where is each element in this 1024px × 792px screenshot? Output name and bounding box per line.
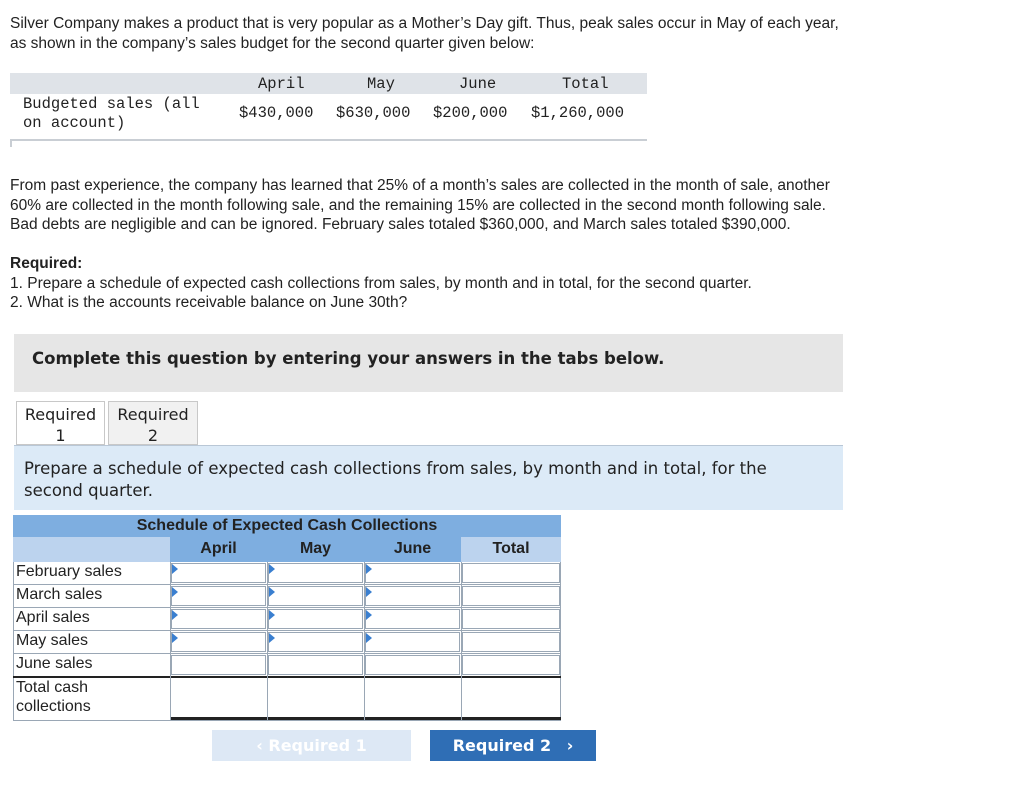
required-section (10, 254, 752, 313)
required-item-2: 2. What is the accounts receivable balance on June 30th? (10, 294, 408, 311)
instruction-text: Complete this question by entering your answers in the tabs below. (32, 349, 665, 368)
intro-paragraph (10, 14, 839, 53)
input-june-june[interactable] (365, 655, 460, 675)
budget-row-label-line1: Budgeted sales (all (23, 95, 200, 113)
row-label-february: February sales (16, 563, 122, 580)
next-button-label: Required 2 (452, 736, 552, 755)
sales-budget-table (10, 73, 647, 149)
schedule-title: Schedule of Expected Cash Collections (136, 517, 438, 534)
budget-left-tick (10, 139, 12, 147)
tab-instruction-panel (14, 446, 843, 510)
input-total-may[interactable] (268, 679, 363, 716)
input-marker-icon (172, 564, 178, 574)
input-marker-icon (269, 633, 275, 643)
input-total-total[interactable] (462, 679, 560, 716)
total-row-top-rule (13, 676, 561, 678)
instruction-banner (14, 334, 843, 392)
input-april-june[interactable] (365, 609, 460, 629)
row-label-total-line2: collections (16, 698, 91, 715)
input-marker-icon (366, 633, 372, 643)
tab-required-1-line1: Required (24, 405, 97, 424)
input-marker-icon (366, 610, 372, 620)
row-label-april: April sales (16, 609, 90, 626)
input-may-total[interactable] (462, 632, 560, 652)
input-february-june[interactable] (365, 563, 460, 583)
tab-required-2[interactable] (108, 401, 198, 445)
prev-button-label: Required 1 (268, 736, 367, 755)
input-june-may[interactable] (268, 655, 363, 675)
total-row-double-rule (170, 717, 561, 720)
row-label-may: May sales (16, 632, 89, 649)
row-divider (13, 653, 561, 654)
input-march-april[interactable] (171, 586, 266, 606)
row-divider (13, 630, 561, 631)
schedule-header-may: May (299, 540, 332, 557)
experience-line-3: Bad debts are negligible and can be ignored. February sales totaled $360,000, and March sales totaled $390,000. (10, 216, 791, 233)
budget-value-june: $200,000 (433, 104, 508, 122)
input-june-total[interactable] (462, 655, 560, 675)
schedule-header-april: April (200, 540, 237, 557)
input-marker-icon (269, 610, 275, 620)
budget-header-june: June (459, 75, 497, 93)
input-may-june[interactable] (365, 632, 460, 652)
chevron-left-icon: ‹ (256, 736, 263, 755)
input-marker-icon (366, 587, 372, 597)
schedule-header-june: June (393, 540, 432, 557)
experience-line-1: From past experience, the company has learned that 25% of a month’s sales are collected in the month of sale, another (10, 177, 830, 194)
budget-header-april: April (258, 75, 305, 93)
tab-required-1-line2: 1 (55, 426, 66, 445)
tab-instruction-text: Prepare a schedule of expected cash collections from sales, by month and in total, for the second quarter. (24, 459, 767, 500)
input-june-april[interactable] (171, 655, 266, 675)
tab-required-1[interactable] (16, 401, 105, 445)
input-marker-icon (366, 564, 372, 574)
input-marker-icon (172, 610, 178, 620)
next-required-2-button[interactable] (430, 730, 596, 761)
input-total-june[interactable] (365, 679, 460, 716)
budget-bottom-rule (10, 139, 647, 141)
schedule-header-blank (13, 537, 170, 562)
required-heading: Required: (10, 255, 83, 272)
input-february-total[interactable] (462, 563, 560, 583)
input-february-may[interactable] (268, 563, 363, 583)
experience-paragraph (10, 176, 830, 235)
input-april-april[interactable] (171, 609, 266, 629)
row-divider (13, 607, 561, 608)
row-label-total-line1: Total cash (16, 679, 89, 696)
input-may-may[interactable] (268, 632, 363, 652)
input-marker-icon (269, 587, 275, 597)
row-label-march: March sales (16, 586, 103, 603)
tab-required-2-line2: 2 (147, 426, 159, 445)
budget-value-total: $1,260,000 (531, 104, 625, 122)
row-divider (13, 584, 561, 585)
input-april-may[interactable] (268, 609, 363, 629)
budget-row-label-line2: on account) (23, 114, 126, 132)
budget-value-april: $430,000 (239, 104, 314, 122)
prev-required-1-button[interactable] (212, 730, 411, 761)
chevron-right-icon: › (566, 736, 574, 755)
required-item-1: 1. Prepare a schedule of expected cash collections from sales, by month and in total, for the second quarter. (10, 274, 752, 292)
input-april-total[interactable] (462, 609, 560, 629)
experience-line-2: 60% are collected in the month following sale, and the remaining 15% are collected in the second month following sale. (10, 196, 826, 214)
cash-collections-schedule (13, 515, 561, 721)
input-march-june[interactable] (365, 586, 460, 606)
row-label-june: June sales (16, 655, 93, 672)
budget-header-total: Total (562, 75, 609, 93)
intro-line-2: as shown in the company’s sales budget for the second quarter given below: (10, 34, 535, 52)
budget-header-bar (10, 73, 647, 94)
input-marker-icon (172, 587, 178, 597)
input-february-april[interactable] (171, 563, 266, 583)
input-march-total[interactable] (462, 586, 560, 606)
intro-line-1: Silver Company makes a product that is very popular as a Mother’s Day gift. Thus, peak sales occur in May of each year, (10, 15, 839, 32)
budget-value-may: $630,000 (336, 104, 411, 122)
input-marker-icon (172, 633, 178, 643)
budget-header-may: May (367, 75, 395, 93)
tab-required-2-line1: Required (117, 405, 189, 424)
input-may-april[interactable] (171, 632, 266, 652)
input-total-april[interactable] (171, 679, 266, 716)
input-march-may[interactable] (268, 586, 363, 606)
input-marker-icon (269, 564, 275, 574)
schedule-header-total: Total (492, 540, 530, 557)
